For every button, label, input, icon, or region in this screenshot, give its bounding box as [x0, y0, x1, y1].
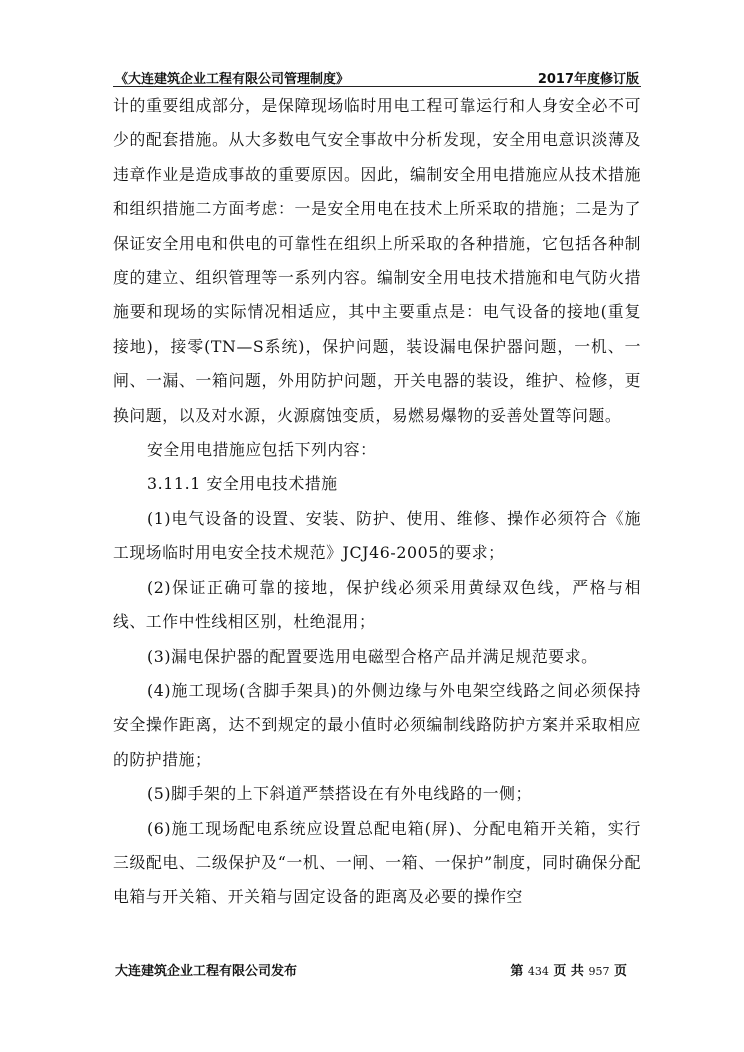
document-title: 《大连建筑企业工程有限公司管理制度》: [115, 72, 350, 87]
total-pages: 957: [588, 965, 610, 978]
list-item: (6)施工现场配电系统应设置总配电箱(屏)、分配电箱开关箱，实行三级配电、二级保护及“一机、一闸、一箱、一保护”制度，同时确保分配电箱与开关箱、开关箱与固定设备的距离及必要的操作空: [113, 818, 641, 907]
page-footer: [113, 960, 641, 980]
list-item: (2)保证正确可靠的接地，保护线必须采用黄绿双色线，严格与相线、工作中性线相区别，杜绝混用；: [113, 577, 641, 632]
version-label: 2017年度修订版: [537, 72, 639, 87]
list-item: (5)脚手架的上下斜道严禁搭设在有外电线路的一侧；: [147, 784, 532, 804]
paragraph-intro: 安全用电措施应包括下列内容：: [147, 440, 377, 460]
page-mid: 页 共: [553, 964, 584, 979]
list-item: (1)电气设备的设置、安装、防护、使用、维修、操作必须符合《施工现场临时用电安全技术规范》JCJ46-2005的要求；: [113, 508, 641, 563]
list-item: (3)漏电保护器的配置要选用电磁型合格产品并满足规范要求。: [147, 646, 598, 666]
current-page: 434: [527, 965, 549, 978]
page-header: [113, 66, 641, 87]
page-prefix: 第: [510, 964, 524, 979]
list-item: (4)施工现场(含脚手架具)的外侧边缘与外电架空线路之间必须保持安全操作距离，达不到规定的最小值时必须编制线路防护方案并采取相应的防护措施；: [113, 680, 641, 769]
document-body: [113, 89, 641, 915]
page-number: [510, 960, 627, 979]
page-suffix: 页: [613, 964, 627, 979]
section-heading: 3.11.1 安全用电技术措施: [147, 474, 338, 494]
publisher-label: 大连建筑企业工程有限公司发布: [115, 964, 298, 979]
paragraph-continuation: 计的重要组成部分，是保障现场临时用电工程可靠运行和人身安全必不可少的配套措施。从大多数电气安全事故中分析发现，安全用电意识淡薄及违章作业是造成事故的重要原因。因此，编制安全用电措施应从技术措施和组织措施二方面考虑：一是安全用电在技术上所采取的措施；二是为了保证安全用电和供电的可靠性在组织上所采取的各种措施，它包括各种制度的建立、组织管理等一系列内容。编制安全用电技术措施和电气防火措施要和现场的实际情况相适应，其中主要重点是：电气设备的接地(重复接地)，接零(TN—S系统)，保护问题，装设漏电保护器问题，一机、一闸、一漏、一箱问题，外用防护问题，开关电器的装设，维护、检修，更换问题，以及对水源，火源腐蚀变质，易燃易爆物的妥善处置等问题。: [113, 96, 641, 425]
